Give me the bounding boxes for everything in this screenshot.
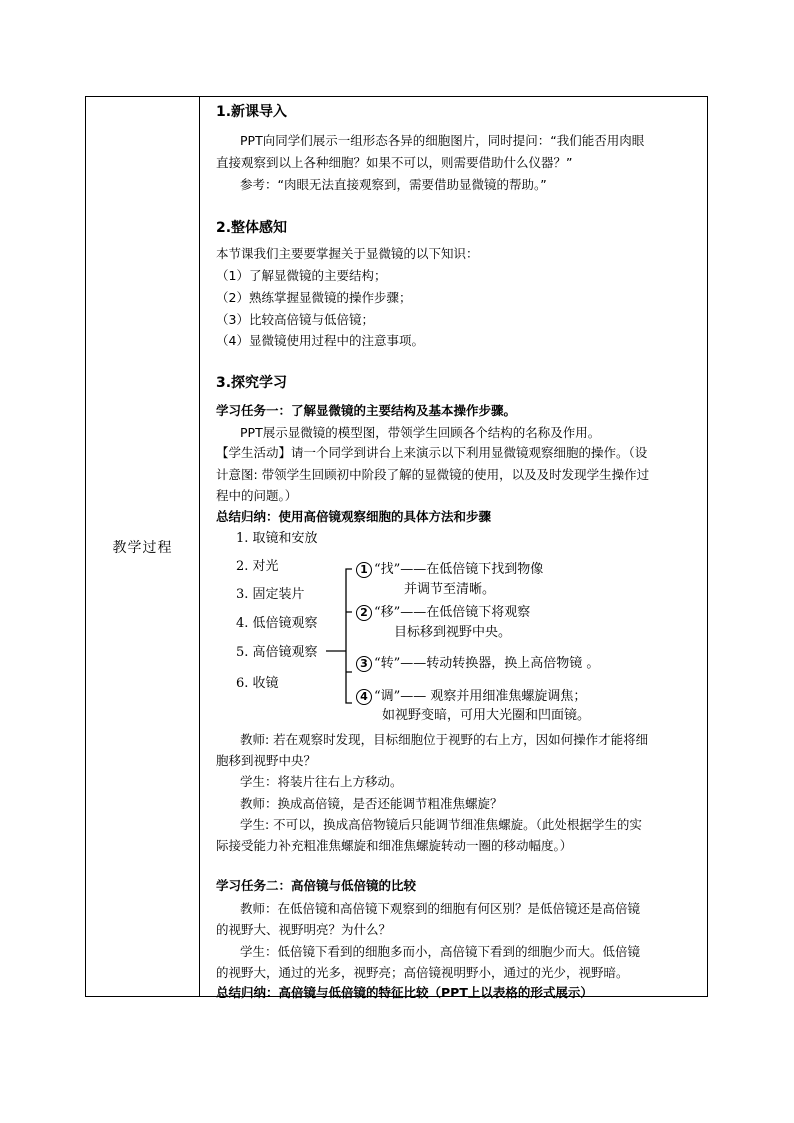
- action-2-line-2: 目标移到视野中央。: [394, 625, 512, 640]
- task-1-paragraph-2a: 【学生活动】请一个同学到讲台上来演示以下利用显微镜观察细胞的操作。（设: [216, 445, 648, 460]
- step-3: 3. 固定装片: [236, 587, 305, 602]
- s2-item-3: （3）比较高倍镜与低倍镜；: [216, 312, 374, 327]
- section-1-title: 1.新课导入: [216, 104, 288, 120]
- action-4: [356, 687, 586, 706]
- qa-student-1: 学生：将装片往右上方移动。: [240, 774, 403, 789]
- lesson-table: [85, 96, 708, 1000]
- section-label: 教学过程: [112, 540, 173, 556]
- task-2-heading: 学习任务二：高倍镜与低倍镜的比较: [216, 878, 417, 893]
- step-6: 6. 收镜: [236, 676, 279, 691]
- qa-student-2a: 学生: 不可以，换成高倍物镜后只能调节细准焦螺旋。（此处根据学生的实: [240, 817, 642, 832]
- qa-teacher-2: 教师：换成高倍镜，是否还能调节粗准焦螺旋？: [240, 796, 503, 811]
- s2-item-4: （4）显微镜使用过程中的注意事项。: [216, 333, 424, 348]
- number-circle-4: 4: [356, 689, 372, 705]
- action-4-line-1: “调”—— 观察并用细准焦螺旋调焦；: [374, 689, 587, 704]
- s2-intro: 本节课我们主要要掌握关于显微镜的以下知识：: [216, 246, 479, 261]
- action-2-line-1: “移”——在低倍镜下将观察: [374, 605, 531, 620]
- qa-teacher-1a: 教师: 若在观察时发现，目标细胞位于视野的右上方，因如何操作才能将细: [240, 732, 649, 747]
- action-1-line-2: 并调节至清晰。: [404, 582, 496, 597]
- task-2-teacher-a: 教师：在低倍镜和高倍镜下观察到的细胞有何区别？是低倍镜还是高倍镜: [240, 901, 641, 916]
- task-1-paragraph-1: PPT展示显微镜的模型图，带领学生回顾各个结构的名称及作用。: [240, 425, 601, 440]
- qa-student-2b: 际接受能力补充粗准焦螺旋和细准焦螺旋转动一圈的移动幅度。）: [216, 838, 573, 853]
- number-circle-1: 1: [356, 562, 372, 578]
- task-2-student-b: 的视野大，通过的光多，视野亮；高倍镜视明野小，通过的光少，视野暗。: [216, 965, 629, 980]
- bracket-connector: [324, 563, 356, 713]
- task-1-paragraph-2c: 程中的问题。）: [216, 488, 298, 503]
- s1-paragraph-1b: 直接观察到以上各种细胞？如果不可以，则需要借助什么仪器？”: [216, 155, 573, 170]
- section-2-title: 2.整体感知: [216, 220, 288, 236]
- column-divider: [199, 97, 200, 996]
- qa-teacher-1b: 胞移到视野中央？: [216, 753, 317, 768]
- action-3: [356, 654, 599, 673]
- s1-paragraph-1a: PPT向同学们展示一组形态各异的细胞图片，同时提问：“我们能否用肉眼: [240, 133, 645, 148]
- step-2: 2. 对光: [236, 559, 279, 574]
- number-circle-2: 2: [356, 605, 372, 621]
- task-2-teacher-b: 的视野大、视野明亮？为什么？: [216, 922, 392, 937]
- step-1: 1. 取镜和安放: [236, 531, 318, 546]
- action-2: [356, 603, 530, 622]
- action-1: [356, 560, 543, 579]
- summary-1: 总结归纳：使用高倍镜观察细胞的具体方法和步骤: [216, 509, 492, 524]
- task-1-heading: 学习任务一：了解显微镜的主要结构及基本操作步骤。: [216, 403, 517, 418]
- task-2-student-a: 学生：低倍镜下看到的细胞多而小，高倍镜下看到的细胞少而大。低倍镜: [240, 944, 641, 959]
- action-3-line-1: “转”——转动转换器，换上高倍物镜 。: [374, 656, 600, 671]
- action-1-line-1: “找”——在低倍镜下找到物像: [374, 562, 544, 577]
- s2-item-1: （1）了解显微镜的主要结构；: [216, 268, 387, 283]
- s1-paragraph-2: 参考：“肉眼无法直接观察到，需要借助显微镜的帮助。”: [240, 177, 547, 192]
- number-circle-3: 3: [356, 656, 372, 672]
- step-4: 4. 低倍镜观察: [236, 616, 318, 631]
- section-3-title: 3.探究学习: [216, 375, 288, 391]
- step-5: 5. 高倍镜观察: [236, 645, 318, 660]
- s2-item-2: （2）熟练掌握显微镜的操作步骤；: [216, 290, 412, 305]
- summary-2: 总结归纳：高倍镜与低倍镜的特征比较（PPT上以表格的形式展示）: [216, 985, 593, 1000]
- task-1-paragraph-2b: 计意图: 带领学生回顾初中阶段了解的显微镜的使用，以及及时发现学生操作过: [216, 467, 650, 482]
- action-4-line-2: 如视野变暗，可用大光圈和凹面镜。: [382, 708, 591, 723]
